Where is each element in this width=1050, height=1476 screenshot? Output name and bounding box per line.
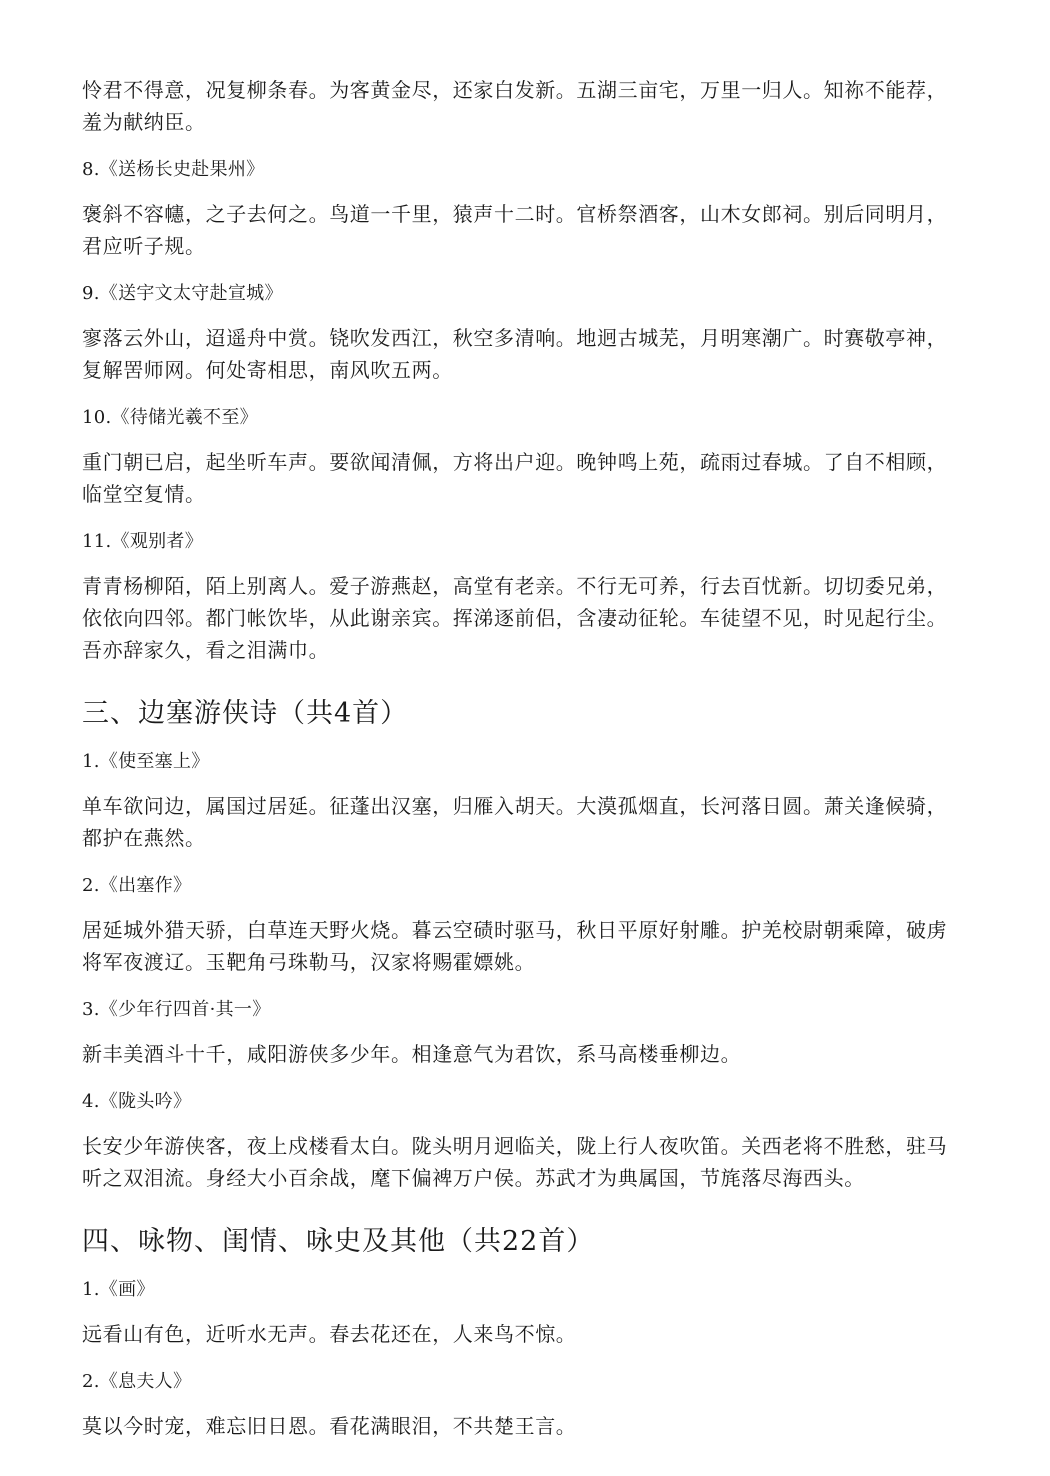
poem-text: 莫以今时宠，难忘旧日恩。看花满眼泪，不共楚王言。	[82, 1414, 577, 1438]
poem-title: 10.《待储光羲不至》	[82, 407, 258, 428]
poem-text: 居延城外猎天骄，白草连天野火烧。暮云空碛时驱马，秋日平原好射雕。护羌校尉朝乘障，破虏将军夜渡辽。玉靶角弓珠勒马，汉家将赐霍嫖姚。	[82, 918, 948, 974]
poem-title: 11.《观别者》	[82, 531, 204, 552]
poem-text: 怜君不得意，况复柳条春。为客黄金尽，还家白发新。五湖三亩宅，万里一归人。知祢不能荐，羞为献纳臣。	[82, 78, 948, 134]
poem-text: 寥落云外山，迢遥舟中赏。铙吹发西江，秋空多清响。地迥古城芜，月明寒潮广。时赛敬亭神，复解罟师网。何处寄相思，南风吹五两。	[82, 326, 948, 382]
poem-title: 8.《送杨长史赴果州》	[82, 159, 265, 180]
poem-text: 重门朝已启，起坐听车声。要欲闻清佩，方将出户迎。晚钟鸣上苑，疏雨过春城。了自不相顾，临堂空复情。	[82, 450, 948, 506]
poem-text: 新丰美酒斗十千，咸阳游侠多少年。相逢意气为君饮，系马高楼垂柳边。	[82, 1042, 742, 1066]
section-heading: 四、咏物、闺情、咏史及其他（共22首）	[82, 1226, 595, 1257]
section-heading: 三、边塞游侠诗（共4首）	[82, 698, 409, 729]
poem-title: 2.《息夫人》	[82, 1371, 192, 1392]
poem-text: 褒斜不容幰，之子去何之。鸟道一千里，猿声十二时。官桥祭酒客，山木女郎祠。别后同明月，君应听子规。	[82, 202, 948, 258]
poem-text: 青青杨柳陌，陌上别离人。爱子游燕赵，高堂有老亲。不行无可养，行去百忧新。切切委兄弟，依依向四邻。都门帐饮毕，从此谢亲宾。挥涕逐前侣，含凄动征轮。车徒望不见，时见起行尘。吾亦辞家久，看之泪满巾。	[82, 574, 948, 662]
poem-title: 9.《送宇文太守赴宣城》	[82, 283, 283, 304]
poem-text: 单车欲问边，属国过居延。征蓬出汉塞，归雁入胡天。大漠孤烟直，长河落日圆。萧关逢候骑，都护在燕然。	[82, 794, 948, 850]
poem-title: 2.《出塞作》	[82, 875, 192, 896]
poem-text: 长安少年游侠客，夜上戍楼看太白。陇头明月迥临关，陇上行人夜吹笛。关西老将不胜愁，驻马听之双泪流。身经大小百余战，麾下偏裨万户侯。苏武才为典属国，节旄落尽海西头。	[82, 1134, 948, 1190]
poem-text: 远看山有色，近听水无声。春去花还在，人来鸟不惊。	[82, 1322, 577, 1346]
poem-title: 4.《陇头吟》	[82, 1091, 192, 1112]
poem-title: 3.《少年行四首·其一》	[82, 999, 271, 1020]
poem-title: 1.《画》	[82, 1279, 155, 1300]
poem-title: 1.《使至塞上》	[82, 751, 210, 772]
